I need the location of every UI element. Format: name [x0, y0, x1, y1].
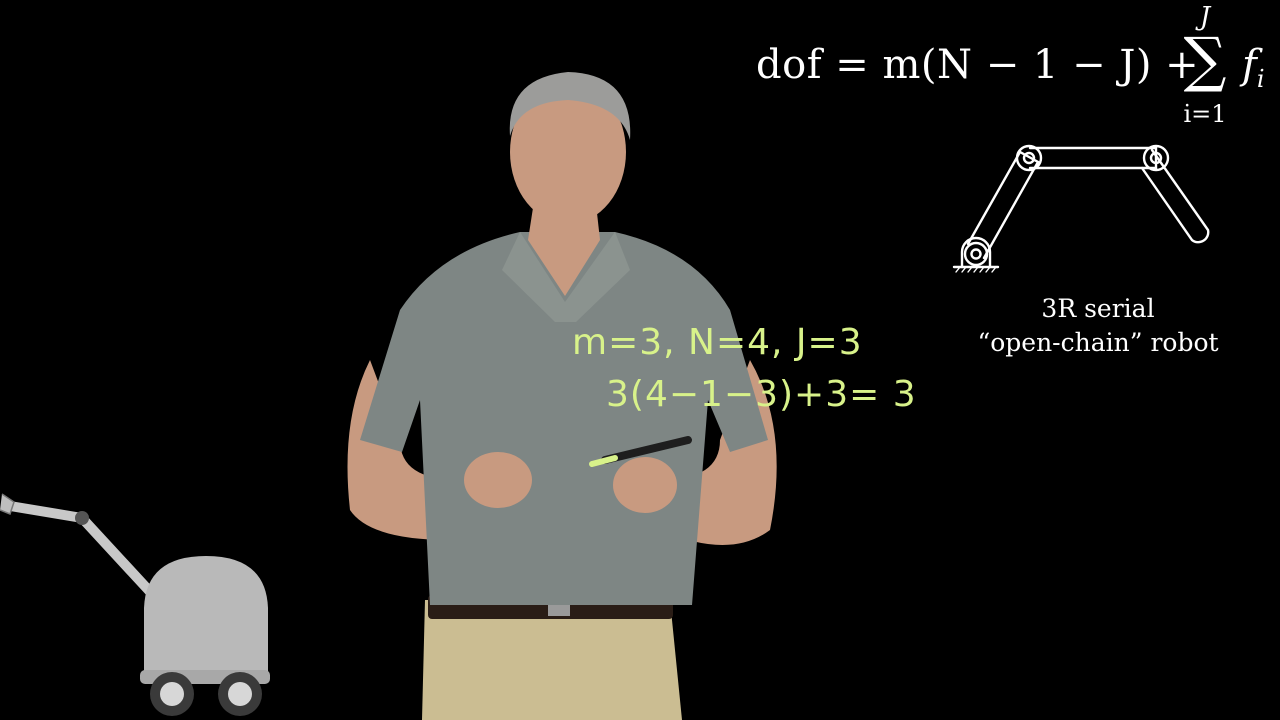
- link-2: [1030, 148, 1156, 168]
- robot-forearm: [82, 518, 154, 596]
- sum-lower-limit: i=1: [1183, 100, 1227, 128]
- 3r-robot-diagram: [946, 140, 1226, 280]
- dof-formula: [756, 0, 1276, 140]
- left-hand: [464, 452, 532, 508]
- mobile-robot-illustration: [0, 480, 290, 720]
- robot-body: [144, 556, 268, 680]
- right-hand: [613, 457, 677, 513]
- formula-term: $f_i$: [1242, 42, 1265, 93]
- formula-term-subscript: i: [1256, 65, 1265, 93]
- handwritten-values: m=3, N=4, J=3: [572, 322, 863, 363]
- robot-elbow-joint: [75, 511, 89, 525]
- joint-1: [965, 243, 987, 265]
- robot-upper-arm: [10, 506, 82, 518]
- caption-line-2: “open-chain” robot: [977, 328, 1219, 357]
- diagram-caption: [960, 292, 1236, 360]
- sum-symbol: ∑: [1183, 25, 1227, 95]
- summation: [1174, 0, 1236, 140]
- handwritten-calculation: 3(4−1−3)+3= 3: [606, 374, 917, 415]
- formula-lhs: dof = m(N − 1 − J) +: [756, 42, 1200, 88]
- link-3: [1142, 150, 1208, 242]
- caption-line-1: 3R serial: [1041, 294, 1155, 323]
- sum-upper-limit: J: [1199, 2, 1211, 32]
